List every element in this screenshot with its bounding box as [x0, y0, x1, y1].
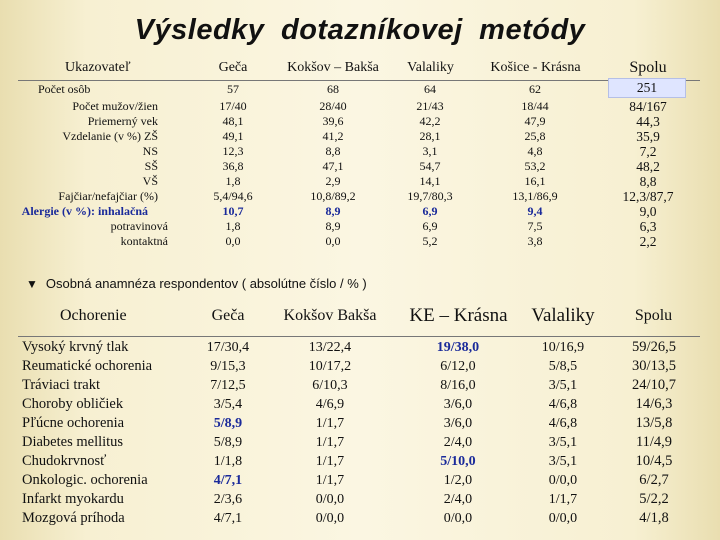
header-divider-2: [18, 336, 700, 337]
disease-value: 5/10,0: [440, 454, 476, 469]
row-value: 7,2: [639, 144, 657, 159]
row-value: 28/40: [319, 99, 347, 113]
row-label: Počet mužov/žien: [72, 99, 158, 113]
disease-label: Diabetes mellitus: [22, 434, 124, 450]
row-value: 3,1: [422, 144, 438, 158]
row-value: 6,9: [422, 204, 438, 218]
row-value: 8,9: [325, 219, 341, 233]
disease-value: 1/1,7: [315, 435, 345, 450]
header-kosice-krasna: Košice - Krásna: [490, 60, 581, 75]
row-value: 18/44: [521, 99, 549, 113]
row-label: VŠ: [142, 174, 158, 188]
disease-label: Tráviaci trakt: [22, 377, 100, 393]
header2-ke-krasna: KE – Krásna: [409, 305, 508, 326]
row-value: 251: [608, 78, 686, 98]
disease-value: 5/8,9: [213, 435, 243, 450]
row-value: 17/40: [219, 99, 247, 113]
disease-label: Vysoký krvný tlak: [22, 339, 129, 355]
row-label: Počet osôb: [38, 82, 91, 96]
disease-label: Reumatické ochorenia: [22, 358, 153, 374]
row-value: 12,3/87,7: [622, 189, 674, 204]
row-label: Fajčiar/nefajčiar (%): [58, 189, 158, 203]
disease-value: 6/12,0: [440, 359, 476, 374]
header2-valaliky: Valaliky: [531, 305, 595, 326]
disease-value: 4/7,1: [213, 511, 243, 526]
row-value: 2,9: [325, 174, 341, 188]
disease-label: Mozgová príhoda: [22, 510, 125, 526]
row-value: 21/43: [416, 99, 444, 113]
disease-value: 1/1,8: [213, 454, 243, 469]
disease-value: 2/4,0: [443, 435, 473, 450]
anamnesis-table: [18, 302, 700, 528]
triangle-icon: ▼: [26, 277, 38, 291]
disease-value: 7/12,5: [210, 378, 246, 393]
disease-value: 0/0,0: [548, 511, 578, 526]
row-value: 6,3: [639, 219, 657, 234]
disease-value: 10/16,9: [541, 340, 585, 355]
row-value: 0,0: [225, 234, 241, 248]
row-label: SŠ: [144, 159, 158, 173]
header-valaliky: Valaliky: [407, 60, 454, 75]
row-value: 36,8: [222, 159, 244, 173]
disease-value: 4/6,8: [548, 397, 578, 412]
disease-value: 3/5,1: [548, 378, 578, 393]
row-value: 4,8: [527, 144, 543, 158]
row-value: 25,8: [524, 129, 546, 143]
row-value: 68: [327, 82, 339, 96]
disease-value: 24/10,7: [632, 377, 676, 393]
disease-value: 6/10,3: [312, 378, 348, 393]
row-value: 14,1: [419, 174, 441, 188]
disease-value: 4/6,8: [548, 416, 578, 431]
row-value: 84/167: [629, 99, 667, 114]
disease-value: 17/30,4: [206, 340, 250, 355]
row-label: NS: [142, 144, 158, 158]
row-value: 35,9: [636, 129, 660, 144]
disease-label: Infarkt myokardu: [22, 491, 124, 507]
disease-value: 0/0,0: [443, 511, 473, 526]
row-value: 44,3: [636, 114, 660, 129]
disease-value: 8/16,0: [440, 378, 476, 393]
disease-value: 1/1,7: [315, 454, 345, 469]
disease-value: 10/17,2: [308, 359, 352, 374]
disease-value: 5/8,9: [213, 416, 243, 431]
disease-value: 19/38,0: [436, 340, 480, 355]
disease-value: 0/0,0: [548, 473, 578, 488]
row-value: 39,6: [322, 114, 344, 128]
row-value: 57: [227, 82, 239, 96]
disease-label: Onkologic. ochorenia: [22, 472, 148, 488]
disease-value: 4/1,8: [639, 510, 669, 526]
disease-value: 3/6,0: [443, 397, 473, 412]
page-title: Výsledky dotazníkovej metódy: [134, 14, 586, 46]
row-value: 49,1: [222, 129, 244, 143]
header-indicator: Ukazovateľ: [65, 60, 131, 75]
row-value: 8,9: [325, 204, 341, 218]
disease-value: 3/5,4: [213, 397, 243, 412]
disease-value: 10/4,5: [635, 453, 673, 469]
row-value: 19,7/80,3: [407, 189, 453, 203]
row-value: 8,8: [325, 144, 341, 158]
row-label: Vzdelanie (v %) ZŠ: [62, 129, 158, 143]
row-label: Alergie (v %): inhalačná: [21, 204, 148, 218]
header2-spolu: Spolu: [634, 307, 673, 324]
disease-value: 59/26,5: [632, 339, 676, 355]
disease-value: 5/8,5: [548, 359, 578, 374]
header2-geca: Geča: [211, 307, 245, 324]
disease-value: 9/15,3: [210, 359, 246, 374]
disease-value: 3/5,1: [548, 454, 578, 469]
disease-value: 30/13,5: [632, 358, 676, 374]
row-value: 28,1: [419, 129, 441, 143]
header-koksov-baksa: Kokšov – Bakša: [287, 60, 379, 75]
row-value: 5,2: [422, 234, 438, 248]
row-value: 16,1: [524, 174, 546, 188]
row-value: 41,2: [322, 129, 344, 143]
row-label: kontaktná: [120, 234, 168, 248]
disease-value: 6/2,7: [639, 472, 669, 488]
disease-label: Pľúcne ochorenia: [22, 415, 125, 431]
disease-value: 14/6,3: [635, 396, 673, 412]
row-value: 6,9: [422, 219, 438, 233]
disease-value: 4/7,1: [213, 473, 243, 488]
disease-value: 0/0,0: [315, 511, 345, 526]
disease-value: 3/5,1: [548, 435, 578, 450]
row-value: 1,8: [225, 219, 241, 233]
row-value: 9,0: [639, 204, 657, 219]
row-value: 10,7: [222, 204, 244, 218]
row-value: 2,2: [639, 234, 657, 249]
row-value: 42,2: [419, 114, 441, 128]
header-geca: Geča: [218, 60, 248, 75]
row-value: 10,8/89,2: [310, 189, 356, 203]
row-value: 7,5: [527, 219, 543, 233]
disease-value: 5/2,2: [639, 491, 669, 507]
header2-koksov-baksa: Kokšov Bakša: [283, 307, 377, 324]
row-value: 53,2: [524, 159, 546, 173]
header-divider: [18, 80, 700, 81]
disease-value: 13/22,4: [308, 340, 352, 355]
row-value: 9,4: [527, 204, 543, 218]
row-value: 48,2: [636, 159, 660, 174]
row-value: 47,9: [524, 114, 546, 128]
row-value: 62: [529, 82, 541, 96]
note-text: Osobná anamnéza respondentov ( absolútne číslo / % ): [45, 276, 367, 291]
disease-value: 2/3,6: [213, 492, 243, 507]
row-value: 64: [424, 82, 436, 96]
row-label: potravinová: [110, 219, 168, 233]
row-value: 54,7: [419, 159, 441, 173]
disease-label: Choroby obličiek: [22, 396, 124, 412]
disease-value: 13/5,8: [635, 415, 673, 431]
disease-value: 4/6,9: [315, 397, 345, 412]
disease-label: Chudokrvnosť: [22, 453, 107, 469]
disease-value: 1/1,7: [548, 492, 578, 507]
row-value: 0,0: [325, 234, 341, 248]
disease-value: 11/4,9: [635, 434, 673, 450]
row-value: 5,4/94,6: [213, 189, 253, 203]
row-value: 48,1: [222, 114, 244, 128]
demographics-table: [18, 57, 700, 267]
disease-value: 1/2,0: [443, 473, 473, 488]
disease-value: 1/1,7: [315, 416, 345, 431]
row-label: Priemerný vek: [87, 114, 158, 128]
table-note: [26, 276, 367, 291]
row-value: 12,3: [222, 144, 244, 158]
row-value: 47,1: [322, 159, 344, 173]
disease-value: 0/0,0: [315, 492, 345, 507]
header-disease: Ochorenie: [60, 307, 127, 324]
row-value: 8,8: [639, 174, 657, 189]
disease-value: 1/1,7: [315, 473, 345, 488]
header-spolu: Spolu: [629, 59, 667, 76]
disease-value: 2/4,0: [443, 492, 473, 507]
row-value: 13,1/86,9: [512, 189, 558, 203]
disease-value: 3/6,0: [443, 416, 473, 431]
row-value: 1,8: [225, 174, 241, 188]
row-value: 3,8: [527, 234, 543, 248]
